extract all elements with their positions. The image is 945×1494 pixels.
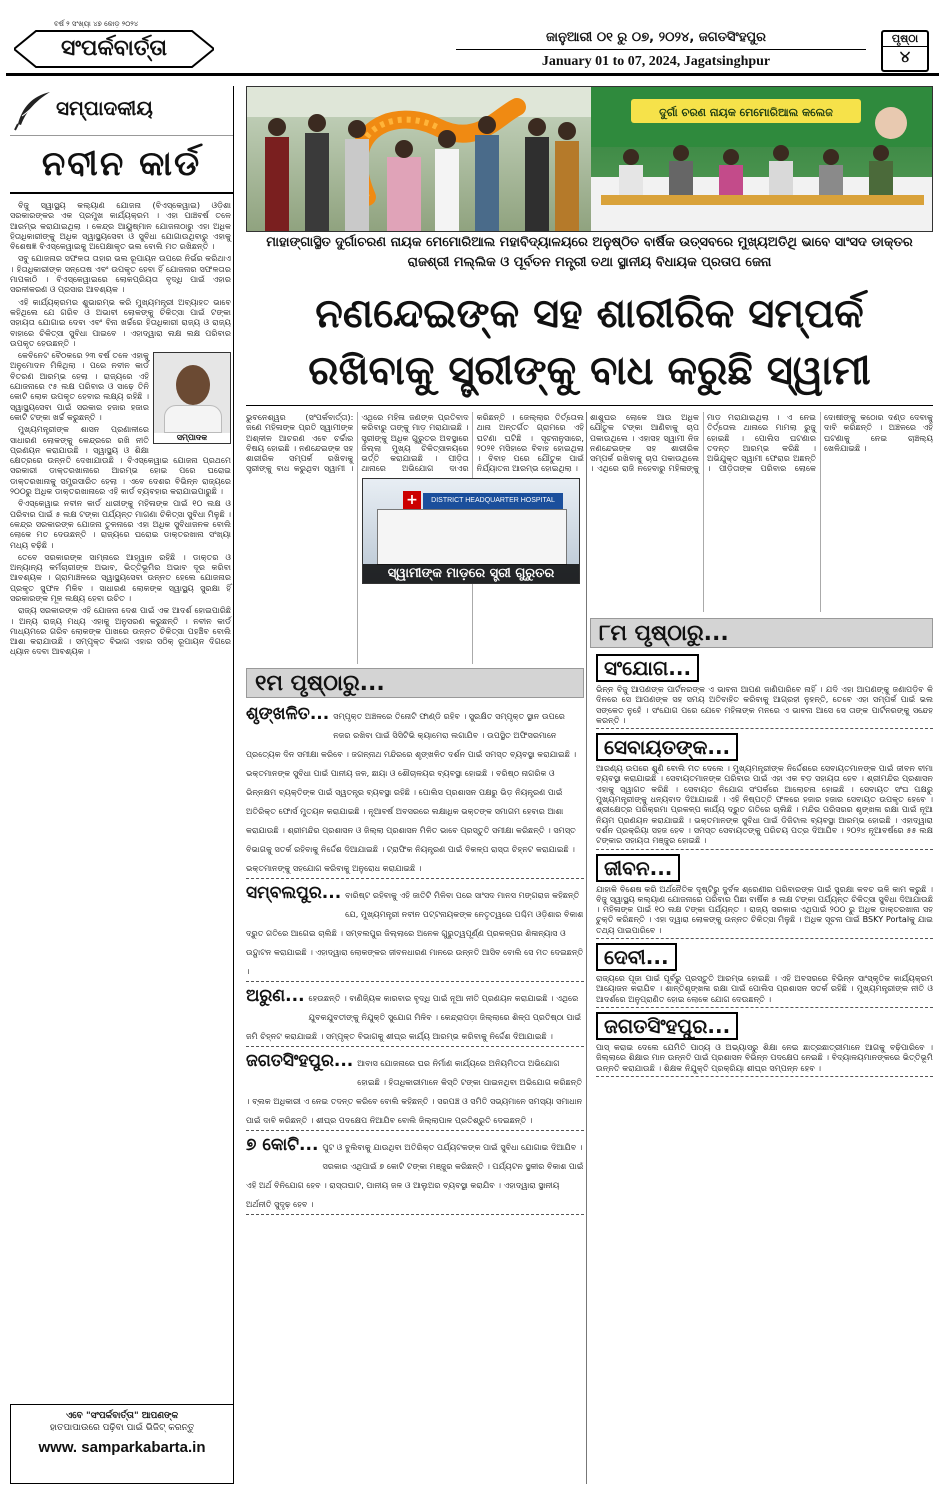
- story-sebayata[interactable]: [596, 733, 933, 849]
- stage-photo: [591, 87, 933, 232]
- logo[interactable]: [14, 20, 214, 72]
- editorial-column: [10, 86, 234, 1484]
- website-link[interactable]: www. samparkabarta.in: [38, 1439, 206, 1456]
- page-number: ୪: [899, 47, 911, 66]
- felicitation-photo: [247, 87, 591, 232]
- story-text: ହେଉଛନ୍ତି । ବାଣିଜ୍ୟିକ କାରବାର ବୃଦ୍ଧି ପାଇଁ ନୂଆ ନୀତି ପ୍ରଣୟନ କରାଯାଇଛି । ଏଥିରେ ଯୁବକଯୁବତୀଙ୍କୁ ନିଯୁକ୍ତି ସୁଯୋଗ ମିଳିବ । କେନ୍ଦ୍ରାପଡ଼ା ଜିଲ୍ଲାରେ ଶିଳ୍ପ ପ୍ରତିଷ୍ଠା ପାଇଁ ଜମି ଚିହ୍ନଟ କରାଯାଇଛି । ସମ୍ପୃକ୍ତ ବିଭାଗକୁ ଶୀଘ୍ର କାର୍ଯ୍ୟ ଆରମ୍ଭ କରିବାକୁ ନିର୍ଦ୍ଦେଶ ଦିଆଯାଇଛି ।: [246, 993, 582, 1041]
- story-text: ରାଜ୍ୟରେ ପୂଜା ପାଇଁ ପୂର୍ବରୁ ପ୍ରସ୍ତୁତି ଆରମ୍ଭ ହୋଇଛି । ଏହି ଅବସରରେ ବିଭିନ୍ନ ସାଂସ୍କୃତିକ କାର୍ଯ୍ୟକ୍ରମ ଆୟୋଜନ କରାଯିବ । ଶାନ୍ତିଶୃଙ୍ଖଳା ରକ୍ଷା ପାଇଁ ପୋଲିସ ପ୍ରଶାସନ ସତର୍କ ରହିଛି । ମୁଖ୍ୟମନ୍ତ୍ରୀଙ୍କ ନୀତି ଓ ଆଦର୍ଶରେ ଅନୁପ୍ରାଣିତ ହୋଇ ଲୋକେ ଯୋଗ ଦେଉଛନ୍ତି ।: [596, 973, 933, 1004]
- story-heading: ଅରୁଣ...: [246, 986, 305, 1006]
- story-heading: ଜୀବନ...: [596, 854, 680, 882]
- story-heading: ସେବାୟତଙ୍କ...: [596, 733, 738, 761]
- editorial-label: ସମ୍ପାଦକୀୟ: [56, 96, 153, 120]
- dateline-english: January 01 to 07, 2024, Jagatsinghpur: [541, 54, 771, 69]
- hospital-photo-caption: ସ୍ୱାମୀଙ୍କ ମାଡ଼ରେ ସ୍ତ୍ରୀ ଗୁରୁତର: [363, 564, 579, 583]
- story-heading: ଜଗତସିଂହପୁର...: [596, 1012, 738, 1040]
- story-text: ସମ୍ପୃକ୍ତ ଅଞ୍ଚଳରେ ତିନୋଟି ଫାଣ୍ଡି ରହିବ । ସୁରକ୍ଷିତ ସମ୍ପୃକ୍ତ ସ୍ଥାନ ଉପରେ ନଜର ରଖିବା ପାଇଁ ସିସିଟିଭି କ୍ୟାମେରା ଲଗାଯିବ । ଉପସ୍ଥିତ ଅଫିସରମାନେ ପ୍ରତ୍ୟେକ ଦିନ ସମୀକ୍ଷା କରିବେ । ଜଗନ୍ନାଥ ମନ୍ଦିରରେ ଶୃଙ୍ଖଳିତ ଦର୍ଶନ ପାଇଁ ସମସ୍ତ ବ୍ୟବସ୍ଥା କରାଯାଇଛି । ଭକ୍ତମାନଙ୍କ ସୁବିଧା ପାଇଁ ପାନୀୟ ଜଳ, ଛାୟା ଓ ଶୌଚାଳୟର ବ୍ୟବସ୍ଥା ହୋଇଛି । ବରିଷ୍ଠ ନାଗରିକ ଓ ଭିନ୍ନକ୍ଷମ ବ୍ୟକ୍ତିଙ୍କ ପାଇଁ ସ୍ୱତନ୍ତ୍ର ବ୍ୟବସ୍ଥା ରହିଛି । ପୋଲିସ ପ୍ରଶାସନ ପକ୍ଷରୁ ଭିଡ଼ ନିୟନ୍ତ୍ରଣ ପାଇଁ ଅତିରିକ୍ତ ଫୋର୍ସ ମୁତୟନ କରାଯାଇଛି । ନୂଆବର୍ଷ ଅବସରରେ ଲକ୍ଷାଧିକ ଭକ୍ତଙ୍କ ସମାଗମ ହେବାର ଆଶା କରାଯାଉଛି । ଶ୍ରୀମନ୍ଦିର ପ୍ରଶାସନ ଓ ଜିଲ୍ଲା ପ୍ରଶାସନ ମିଳିତ ଭାବେ ପ୍ରସ୍ତୁତି ସମୀକ୍ଷା କରିଛନ୍ତି । ସମସ୍ତ ବିଭାଗକୁ ସତର୍କ ରହିବାକୁ ନିର୍ଦ୍ଦେଶ ଦିଆଯାଇଛି । ଟ୍ରାଫିକ ନିୟନ୍ତ୍ରଣ ପାଇଁ ବିକଳ୍ପ ରାସ୍ତା ଚିହ୍ନଟ କରାଯାଇଛି । ଭକ୍ତମାନଙ୍କୁ ସହଯୋଗ କରିବାକୁ ଅନୁରୋଧ କରାଯାଇଛି ।: [246, 711, 577, 873]
- main-story-body-left: ଭୁବନେଶ୍ୱର (ସଂପର୍କବାର୍ତ୍ତା): ଜଣେ ମହିଳାଙ୍କ ପ୍ରତି ସ୍ୱାମୀଙ୍କ ଅଶ୍ଳୀଳ ଆଚରଣ ଏବେ ଚର୍ଚ୍ଚାର ବିଷୟ ହୋଇଛି । ନଣନ୍ଦେଇଙ୍କ ସହ ଶାରୀରିକ ସମ୍ପର୍କ ରଖିବାକୁ ସ୍ତ୍ରୀଙ୍କୁ ବାଧ କରୁଥିବା ସ୍ୱାମୀ । ଏଥିରେ ମହିଳା ଜଣଙ୍କ ପ୍ରତିବାଦ କରିବାରୁ ତାଙ୍କୁ ମାଡ଼ ମରାଯାଇଛି । ସ୍ତ୍ରୀଙ୍କୁ ଅଧିକ ଗୁରୁତର ଅବସ୍ଥାରେ ଜିଲ୍ଲା ମୁଖ୍ୟ ଚିକିତ୍ସାଳୟରେ ଭର୍ତ୍ତି କରାଯାଇଛି । ପୀଡ଼ିତା ଥାନାରେ ଅଭିଯୋଗ ଦାଏର କରିଛନ୍ତି । ଜେଲ୍ଲାର ତିର୍ତ୍ତୋଲ ଥାନା ଅନ୍ତର୍ଗତ ଗ୍ରାମରେ ଏହି ଘଟଣା ଘଟିଛି । ସୂଚନାନୁସାରେ, ୨୦୨୧ ମସିହାରେ ବିବାହ ହୋଇଥିଲା । ବିବାହ ପରେ ଯୌତୁକ ପାଇଁ ନିର୍ଯ୍ୟାତନା ଆରମ୍ଭ ହୋଇଥିଲା ।: [246, 412, 584, 474]
- promo-line-2: ହାତପାପାଉରେ ପଢ଼ିବା ପାଇଁ ଭିଜିଟ୍ କରନ୍ତୁ: [49, 1423, 195, 1433]
- editorial-title: ନବୀନ କାର୍ଡ: [10, 136, 233, 194]
- continued-from-page-8-band: ୮ମ ପୃଷ୍ଠାରୁ...: [590, 618, 933, 648]
- editorial-paragraph: ତେବେ ସରକାରଙ୍କ ସାମ୍ନାରେ ଆହ୍ୱାନ ରହିଛି । ଡାକ୍ତର ଓ ଅନ୍ୟାନ୍ୟ କର୍ମଚାରୀଙ୍କ ଅଭାବ, ଭିତ୍ତିଭୂମିର ଅଭାବ ଦୂର କରିବା ଆବଶ୍ୟକ । ଗ୍ରାମାଞ୍ଚଳରେ ସ୍ୱାସ୍ଥ୍ୟସେବା ଉନ୍ନତ ହେଲେ ଯୋଜନାର ପ୍ରକୃତ ସୁଫଳ ମିଳିବ । ସାଧାରଣ ଲୋକଙ୍କ ସ୍ୱାସ୍ଥ୍ୟ ସୁରକ୍ଷା ହିଁ ସରକାରଙ୍କ ମୂଳ ଲକ୍ଷ୍ୟ ହେବା ଉଚିତ ।: [10, 551, 231, 603]
- continued-stories-middle: [246, 704, 584, 1484]
- editorial-paragraph: ସବୁ ଯୋଜନାର ସଫଳତା ତାହାର ଭଲ ରୂପାୟନ ଉପରେ ନିର୍ଭର କରିଥାଏ । ହିତାଧିକାରୀଙ୍କ ସନ୍ତୋଷ ଏବଂ ଉପକୃତ ହେବା ହିଁ ଯୋଜନାର ସଫଳତାର ମାପକାଠି । ବିଏସ୍କେୱାଇରେ ଲୋକପ୍ରିୟତା ବୃଦ୍ଧି ପାଇଁ ଏହାର ସରଳୀକରଣ ଓ ପ୍ରସାର ଆବଶ୍ୟକ ।: [10, 253, 231, 295]
- page-label: ପୃଷ୍ଠା: [883, 32, 927, 47]
- stage-scene-illustration: [591, 87, 933, 232]
- story-jagatsinghpur[interactable]: [246, 1051, 584, 1131]
- editorial-body: [10, 194, 233, 1369]
- story-text: ଆରଣ୍ୟ ଉପରେ ଶୁଣି ବୋଲି ମତ ଦେଲେ । ମୁଖ୍ୟମନ୍ତ୍ରୀଙ୍କ ନିର୍ଦ୍ଦେଶରେ ସେବାୟତମାନଙ୍କ ପାଇଁ ଜୀବନ ବୀମା ବ୍ୟବସ୍ଥା କରାଯାଇଛି । ସେବାୟତମାନଙ୍କ ପରିବାର ପାଇଁ ଏହା ଏକ ବଡ଼ ସହାୟତା ହେବ । ଶ୍ରୀମନ୍ଦିର ପ୍ରଶାସନ ଏହାକୁ ସ୍ୱାଗତ କରିଛି । ସେବାୟତ ନିଯୋଗ ସଂପର୍କରେ ଆଲୋଚନା ହୋଇଛି । ସେବାୟତ ସଂଘ ପକ୍ଷରୁ ମୁଖ୍ୟମନ୍ତ୍ରୀଙ୍କୁ ଧନ୍ୟବାଦ ଦିଆଯାଇଛି । ଏହି ନିଷ୍ପତ୍ତି ଫଳରେ ହଜାର ହଜାର ସେବାୟତ ଉପକୃତ ହେବେ । ଶ୍ରୀକ୍ଷେତ୍ର ପରିକ୍ରମା ପ୍ରକଳ୍ପ କାର୍ଯ୍ୟ ଦ୍ରୁତ ଗତିରେ ଚାଲିଛି । ମନ୍ଦିର ପରିସରର ଶୃଙ୍ଖଳା ରକ୍ଷା ପାଇଁ ନୂଆ ନିୟମ ପ୍ରଣୟନ କରାଯାଇଛି । ଭକ୍ତମାନଙ୍କ ସୁବିଧା ପାଇଁ ଡିଜିଟାଲ ବ୍ୟବସ୍ଥା ଆରମ୍ଭ ହୋଇଛି । ଏହାଦ୍ୱାରା ଦର୍ଶନ ପ୍ରକ୍ରିୟା ସହଜ ହେବ । ସମସ୍ତ ସେବାୟତଙ୍କୁ ପରିଚୟ ପତ୍ର ଦିଆଯିବ । ୨୦୨୪ ନୂଆବର୍ଷରେ ୫୫ ଲକ୍ଷ ଟଙ୍କାର ସହାୟତା ମଞ୍ଜୁର ହୋଇଛି ।: [596, 763, 933, 846]
- story-heading: ଦେବୀ...: [596, 943, 677, 971]
- event-photo: [246, 86, 933, 232]
- story-heading: ସମ୍ବଲପୁର...: [246, 883, 342, 903]
- story-jibana[interactable]: [596, 854, 933, 939]
- editorial-paragraph: ରାଜ୍ୟ ସରକାରଙ୍କ ଏହି ଯୋଜନା ଦେଶ ପାଇଁ ଏକ ଆଦର୍ଶ ହୋଇପାରିଛି । ଅନ୍ୟ ରାଜ୍ୟ ମଧ୍ୟ ଏହାକୁ ଅନୁସରଣ କରୁଛନ୍ତି । ନବୀନ କାର୍ଡ ମାଧ୍ୟମରେ ଗରିବ ଲୋକଙ୍କ ପାଖରେ ଉନ୍ନତ ଚିକିତ୍ସା ପହଞ୍ଚିବ ବୋଲି ଆଶା କରାଯାଉଛି । ସମ୍ପୃକ୍ତ ବିଭାଗ ଏହାର ସଠିକ୍ ରୂପାୟନ ଦିଗରେ ଧ୍ୟାନ ଦେବା ଆବଶ୍ୟକ ।: [10, 605, 231, 657]
- masthead: [6, 6, 939, 76]
- story-debi[interactable]: [596, 943, 933, 1008]
- story-text: ଆବାସ ଯୋଜନାରେ ଘର ନିର୍ମାଣ କାର୍ଯ୍ୟରେ ଅନିୟମିତତା ଅଭିଯୋଗ ହୋଇଛି । ହିତାଧିକାରୀମାନେ କିସ୍ତି ଟଙ୍କା ପାଇନଥିବା ଅଭିଯୋଗ କରିଛନ୍ତି । ବ୍ଲକ ଅଧିକାରୀ ଏ ନେଇ ତଦନ୍ତ କରିବେ ବୋଲି କହିଛନ୍ତି । ସରପଞ୍ଚ ଓ ସମିତି ସଭ୍ୟମାନେ ସମସ୍ୟା ସମାଧାନ ପାଇଁ ଦାବି କରିଛନ୍ତି । ଶୀଘ୍ର ପଦକ୍ଷେପ ନିଆଯିବ ବୋଲି ଜିଲ୍ଲାପାଳ ପ୍ରତିଶ୍ରୁତି ଦେଇଛନ୍ତି ।: [246, 1058, 583, 1125]
- continued-from-page-1-band: ୧ମ ପୃଷ୍ଠାରୁ...: [246, 668, 584, 698]
- editorial-paragraph: ବିଏସ୍କେୱାଇ ନବୀନ କାର୍ଡ ଧାରୀଙ୍କୁ ମହିଳାଙ୍କ ପାଇଁ ୧୦ ଲକ୍ଷ ଓ ପରିବାର ପାଇଁ ୫ ଲକ୍ଷ ଟଙ୍କା ପର୍ଯ୍ୟନ୍ତ ମାଗଣା ଚିକିତ୍ସା ସୁବିଧା ମିଳୁଛି । କେନ୍ଦ୍ର ସରକାରଙ୍କ ଯୋଜନା ତୁଳନାରେ ଏହା ଅଧିକ ସୁବିଧାଜନକ ବୋଲି ଲୋକେ ମତ ଦେଉଛନ୍ତି । ରାଜ୍ୟରେ ଘରୋଇ ଡାକ୍ତରଖାନା ସଂଖ୍ୟା ମଧ୍ୟ ବଢ଼ିଛି ।: [10, 498, 231, 550]
- hospital-photo: [362, 478, 580, 584]
- story-heading: ଜଗତସିଂହପୁର...: [246, 1051, 354, 1071]
- editorial-paragraph: ବିଜୁ ସ୍ୱାସ୍ଥ୍ୟ କଲ୍ୟାଣ ଯୋଜନା (ବିଏସ୍କେୱାଇ) ଓଡ଼ିଶା ସରକାରଙ୍କର ଏକ ପ୍ରମୁଖ କାର୍ଯ୍ୟକ୍ରମ । ଏହା ପାଞ୍ଚବର୍ଷ ତଳେ ଆରମ୍ଭ କରାଯାଇଥିଲା । କେନ୍ଦ୍ର ଆୟୁଷ୍ମାନ ଯୋଜନାଠାରୁ ଏହା ଅଧିକ ହିତାଧିକାରୀଙ୍କୁ ଅଧିକ ସ୍ୱାସ୍ଥ୍ୟସେବା ଓ ସୁବିଧା ଯୋଗାଉଥିବାରୁ ଏହାକୁ ବିଶେଷଜ୍ଞ ବିଏସ୍କେୱାଇକୁ ଅପେକ୍ଷାକୃତ ଭଲ ବୋଲି ମତ ରଖିଛନ୍ତି ।: [10, 200, 231, 252]
- story-sambalpur[interactable]: [246, 883, 584, 982]
- continued-stories-right: [596, 654, 933, 1484]
- story-text: ଭିନ୍ନ ବିଜୁ ଆପଣଙ୍କ ପାର୍ଟନରଙ୍କ ଏ ଭାବନା ଆପଣ ଜାଣିପାରିବେ ନାହିଁ । ଯଦି ଏହା ଆପଣଙ୍କୁ ଜଣାପଡ଼ିବ କି ଦିନରେ ସେ ଆପଣଙ୍କ ସହ ସମୟ ଅତିବାହିତ କରିବାକୁ ଆଗ୍ରହୀ ନୁହନ୍ତି, ତେବେ ଏହା ସମ୍ପର୍କ ପାଇଁ ଭଲ ସଙ୍କେତ ନୁହେଁ । ସଂଯୋଗ ପରେ ଯେବେ ମହିଳାଙ୍କ ମନରେ ଏ ଭାବନା ଆସେ ସେ ତାଙ୍କ ପାର୍ଟନରଙ୍କୁ ସନ୍ଦେହ କରନ୍ତି ।: [596, 684, 933, 725]
- dateline-odia: ଜାନୁଆରୀ ୦୧ ରୁ ୦୭, ୨୦୨୪, ଜଗତସିଂହପୁର: [546, 30, 766, 45]
- story-text: ଯାହାକି ବିଶେଷ କରି ଅର୍ଥନୈତିକ ଦୃଷ୍ଟିରୁ ଦୁର୍ବଳ ଶ୍ରେଣୀର ପରିବାରଙ୍କ ପାଇଁ ସୁରକ୍ଷା କବଚ ଭଳି କାମ କରୁଛି । ବିଜୁ ସ୍ୱାସ୍ଥ୍ୟ କଲ୍ୟାଣ ଯୋଜନାରେ ପରିବାର ପିଛା ବାର୍ଷିକ ୫ ଲକ୍ଷ ଟଙ୍କା ପର୍ଯ୍ୟନ୍ତ ଚିକିତ୍ସା ସୁବିଧା ଦିଆଯାଉଛି । ମହିଳାଙ୍କ ପାଇଁ ୧୦ ଲକ୍ଷ ଟଙ୍କା ପର୍ଯ୍ୟନ୍ତ । ରାଜ୍ୟ ସରକାର ଏଥିପାଇଁ ୨୦୦ ରୁ ଅଧିକ ଡାକ୍ତରଖାନା ସହ ଚୁକ୍ତି କରିଛନ୍ତି । ଏହା ଦ୍ୱାରା ଲୋକଙ୍କୁ ଉନ୍ନତ ଚିକିତ୍ସା ମିଳୁଛି । ଅଧିକ ସୂଚନା ପାଇଁ BSKY Portalକୁ ଯାଇ ତଥ୍ୟ ପାଇପାରିବେ ।: [596, 883, 933, 935]
- logo-text: ସଂପର୍କବାର୍ତ୍ତା: [61, 35, 167, 61]
- story-jagatsinghpur-2[interactable]: [596, 1012, 933, 1077]
- editorial-paragraph: କେବିନେଟ ବୈଠକରେ ୨୩ ବର୍ଷ ତଳେ ଏହାକୁ ଅନୁମୋଦନ ମିଳିଥିଲା । ପରେ ନବୀନ କାର୍ଡ ବିତରଣ ଆରମ୍ଭ ହେଲା । ରାଜ୍ୟରେ ଏହି ଯୋଜନାରେ ୯୫ ଲକ୍ଷ ପରିବାର ଓ ସାଢ଼େ ତିନି କୋଟି ଲୋକ ଉପକୃତ ହେବାର ଲକ୍ଷ୍ୟ ରହିଛି । ସ୍ୱାସ୍ଥ୍ୟସେବା ପାଇଁ ସରକାର ହଜାର ହଜାର କୋଟି ଟଙ୍କା ଖର୍ଚ୍ଚ କରୁଛନ୍ତି ।: [10, 350, 149, 422]
- logo-tagline: ବର୍ଷ ୨ ସଂଖ୍ୟା ୪୭ କୋଡ଼ ୨୦୨୪: [54, 20, 139, 28]
- editorial-paragraph: ଏହି କାର୍ଯ୍ୟକ୍ରମର ଶୁଭାରମ୍ଭ କରି ମୁଖ୍ୟମନ୍ତ୍ରୀ ଅବ୍ୟାହତ ଭାବେ କହିଥିଲେ ଯେ ଗରିବ ଓ ଅଭାବୀ ଲୋକଙ୍କୁ ଚିକିତ୍ସା ପାଇଁ ଟଙ୍କା ସହାୟତା ଯୋଗାଇ ଦେବା ଏବଂ ବିନା ଖର୍ଚ୍ଚରେ ହିତାଧିକାରୀ ରାଜ୍ୟ ଓ ରାଜ୍ୟ ବାହାରେ ଚିକିତ୍ସା ସୁବିଧା ପାଇବେ । ଏହାଦ୍ୱାରା ଲକ୍ଷ ଲକ୍ଷ ପରିବାର ଉପକୃତ ହେଉଛନ୍ତି ।: [10, 296, 231, 348]
- hospital-sign: DISTRICT HEADQUARTER HOSPITAL: [423, 493, 563, 509]
- main-story-body-right: ଶାଶୁଘର ଲୋକେ ଆଉ ଅଧିକ ଯୌତୁକ ଟଙ୍କା ଆଣିବାକୁ ଚାପ ପକାଉଥିଲେ । ଏହାସହ ସ୍ୱାମୀ ନିଜ ନଣନ୍ଦେଇଙ୍କ ସହ ଶାରୀରିକ ସମ୍ପର୍କ ରଖିବାକୁ ଚାପ ପକାଉଥିଲେ । ଏଥିରେ ରାଜି ନହେବାରୁ ମହିଳାଙ୍କୁ ମାଡ଼ ମରାଯାଇଥିଲା । ଏ ନେଇ ତିର୍ତ୍ତୋଲ ଥାନାରେ ମାମଲା ରୁଜୁ ହୋଇଛି । ପୋଲିସ ଘଟଣାର ତଦନ୍ତ ଆରମ୍ଭ କରିଛି । ଅଭିଯୁକ୍ତ ସ୍ୱାମୀ ଫେରାର ଅଛନ୍ତି । ପୀଡ଼ିତାଙ୍କ ପରିବାର ଲୋକେ ଦୋଷୀଙ୍କୁ କଠୋର ଦଣ୍ଡ ଦେବାକୁ ଦାବି କରିଛନ୍ତି । ଅଞ୍ଚଳରେ ଏହି ଘଟଣାକୁ ନେଇ ଚାଞ୍ଚଲ୍ୟ ଖେଳିଯାଇଛି ।: [590, 412, 933, 474]
- quill-pen-icon: [12, 90, 52, 132]
- story-text: ପୁଟ ଓ ବୁଲିବାକୁ ଯାଉଥିବା ଅତିରିକ୍ତ ପର୍ଯ୍ୟଟକଙ୍କ ପାଇଁ ସୁବିଧା ଯୋଗାଇ ଦିଆଯିବ । ସରକାର ଏଥିପାଇଁ ୭ କୋଟି ଟଙ୍କା ମଞ୍ଜୁର କରିଛନ୍ତି । ପର୍ଯ୍ୟଟନ ସ୍ଥଳୀର ବିକାଶ ପାଇଁ ଏହି ଅର୍ଥ ବିନିଯୋଗ ହେବ । ରାସ୍ତାଘାଟ, ପାନୀୟ ଜଳ ଓ ଆଲୁଅର ବ୍ୟବସ୍ଥା କରାଯିବ । ଏହାଦ୍ୱାରା ସ୍ଥାନୀୟ ଅର୍ଥନୀତି ସୁଦୃଢ଼ ହେବ ।: [246, 1142, 584, 1209]
- story-heading: ୭ କୋଟି...: [246, 1135, 319, 1155]
- column-divider: [586, 412, 587, 1484]
- story-heading: ସଂଯୋଗ...: [596, 654, 699, 682]
- editor-photo: [153, 352, 231, 444]
- editor-face: [176, 365, 210, 405]
- stage-banner-text: ଦୁର୍ଗା ଚରଣ ନାୟକ ମେମୋରିଆଲ କଲେଜ: [659, 106, 833, 119]
- event-photo-caption: ମାହାଙ୍ଗାସ୍ଥିତ ଦୁର୍ଗାଚରଣ ନାୟକ ମେମୋରିଆଲ ମହାବିଦ୍ୟାଳୟରେ ଅନୁଷ୍ଠିତ ବାର୍ଷିକ ଉତ୍ସବରେ ମୁଖ୍ୟଅତିଥି ଭାବେ ସାଂସଦ ଡାକ୍ତର ରାଜଶ୍ରୀ ମଲ୍ଲିକ ଓ ପୂର୍ବତନ ମନ୍ତ୍ରୀ ତଥା ସ୍ଥାନୀୟ ବିଧାୟକ ପ୍ରତାପ ଜେନା: [266, 235, 913, 270]
- editorial-header: [10, 86, 233, 136]
- promo-line-1: ଏବେ "ସଂପର୍କବାର୍ତ୍ତା" ଆପଣଙ୍କ: [65, 1411, 179, 1421]
- story-7-crore[interactable]: [246, 1135, 584, 1215]
- page-number-box: [881, 30, 929, 72]
- website-promo: [10, 1404, 234, 1484]
- story-arun[interactable]: [246, 986, 584, 1047]
- editor-shirt: [164, 405, 222, 433]
- dateline-divider: [456, 49, 866, 50]
- story-text: ବାରିଷ୍ଟ ରହିବାକୁ ଏହି ଜାତିଟି ମିଳିବା ପରେ ସାଂସଦ ମାନସ ମଙ୍ଗରାଜ କହିଛନ୍ତି ଯେ, ମୁଖ୍ୟମନ୍ତ୍ରୀ ନବୀନ ପଟ୍ଟନାୟକଙ୍କ ନେତୃତ୍ୱରେ ପଶ୍ଚିମ ଓଡ଼ିଶାର ବିକାଶ ଦ୍ରୁତ ଗତିରେ ଆଗେଇ ଚାଲିଛି । ସମ୍ବଲପୁର ଜିଲ୍ଲାରେ ଅନେକ ଗୁରୁତ୍ୱପୂର୍ଣ୍ଣ ପ୍ରକଳ୍ପର ଶିଳାନ୍ୟାସ ଓ ଉଦ୍ଘାଟନ କରାଯାଇଛି । ଏହାଦ୍ୱାରା ଲୋକଙ୍କର ଜୀବନଧାରଣ ମାନରେ ଉନ୍ନତି ଆସିବ ବୋଲି ସେ ମତ ଦେଇଛନ୍ତି ।: [246, 890, 584, 976]
- story-sanjog[interactable]: [596, 654, 933, 729]
- garland-scene-illustration: [247, 87, 591, 232]
- editor-caption: ସମ୍ପାଦକ: [154, 433, 230, 443]
- story-heading: ଶୃଙ୍ଖଳିତ...: [246, 704, 330, 724]
- main-headline[interactable]: ନଣନ୍ଦେଇଙ୍କ ସହ ଶାରୀରିକ ସମ୍ପର୍କ ରଖିବାକୁ ସ୍ତ୍ରୀଙ୍କୁ ବାଧ କରୁଛି ସ୍ୱାମୀ: [246, 286, 933, 406]
- red-cross-icon: +: [403, 491, 421, 509]
- story-shrunkhalita[interactable]: [246, 704, 584, 879]
- editorial-paragraph: ମୁଖ୍ୟମନ୍ତ୍ରୀଙ୍କ ଶାସନ ପ୍ରଣାଳୀରେ ସାଧାରଣ ଲୋକଙ୍କୁ କେନ୍ଦ୍ରରେ ରଖି ନୀତି ପ୍ରଣୟନ କରାଯାଉଛି । ସ୍ୱାସ୍ଥ୍ୟ ଓ ଶିକ୍ଷା କ୍ଷେତ୍ରରେ ଉନ୍ନତି ଦେଖାଯାଉଛି । ବିଏସ୍କେୱାଇ ଯୋଜନା ପ୍ରଥମେ ସରକାରୀ ଡାକ୍ତରଖାନାରେ ଆରମ୍ଭ ହୋଇ ପରେ ଘରୋଇ ଡାକ୍ତରଖାନାକୁ ସମ୍ପ୍ରସାରିତ ହେଲା । ଏବେ ଦେଶର ବିଭିନ୍ନ ରାଜ୍ୟରେ ୨୦୦ରୁ ଅଧିକ ଡାକ୍ତରଖାନାରେ ଏହି କାର୍ଡ ବ୍ୟବହାର କରାଯାଇପାରୁଛି ।: [10, 424, 231, 497]
- hospital-building: [377, 509, 567, 565]
- story-text: ପାସ୍ କରାଇ ଦେଲେ ଯେମିତି ପାଠ୍ୟ ଓ ଅଭ୍ୟାସରୁ ଶିକ୍ଷା ନେଇ ଛାତ୍ରଛାତ୍ରୀମାନେ ଆଗକୁ ବଢ଼ିପାରିବେ । ଜିଲ୍ଲାରେ ଶିକ୍ଷାର ମାନ ଉନ୍ନତି ପାଇଁ ପ୍ରଶାସନ ବିଭିନ୍ନ ପଦକ୍ଷେପ ନେଇଛି । ବିଦ୍ୟାଳୟମାନଙ୍କରେ ଭିତ୍ତିଭୂମି ଉନ୍ନତି କରାଯାଉଛି । ଶିକ୍ଷକ ନିଯୁକ୍ତି ପ୍ରକ୍ରିୟା ଶୀଘ୍ର ସମ୍ପନ୍ନ ହେବ ।: [596, 1041, 933, 1073]
